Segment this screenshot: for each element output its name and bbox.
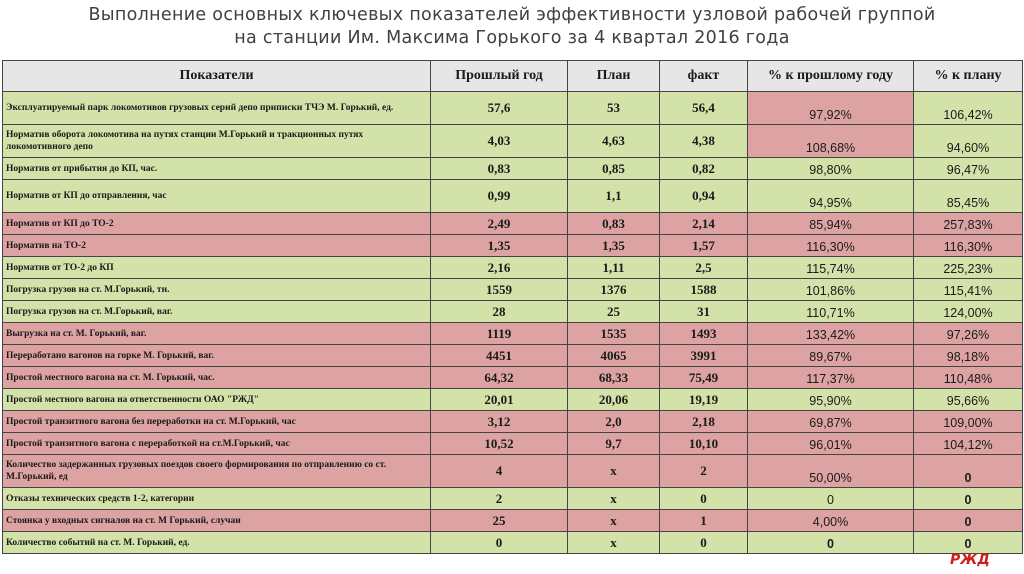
prev-year-cell: 28 <box>431 301 568 323</box>
table-row <box>3 323 1023 345</box>
indicator-name-cell: Переработано вагонов на горке М. Горький, ваг. <box>3 345 431 367</box>
pct-plan-cell: 225,23% <box>914 257 1023 279</box>
plan-cell: 1,35 <box>568 235 660 257</box>
fact-cell: 10,10 <box>660 433 748 455</box>
fact-cell: 0,82 <box>660 158 748 180</box>
table-row <box>3 367 1023 389</box>
pct-plan-cell: 96,47% <box>914 158 1023 180</box>
prev-year-cell: 20,01 <box>431 389 568 411</box>
fact-cell: 2,5 <box>660 257 748 279</box>
pct-prev-year-cell: 98,80% <box>748 158 914 180</box>
pct-plan-cell: 0 <box>914 488 1023 510</box>
prev-year-cell: 57,6 <box>431 92 568 125</box>
page-title <box>0 4 1024 50</box>
pct-plan-cell: 94,60% <box>914 125 1023 158</box>
pct-plan-cell: 0 <box>914 510 1023 532</box>
table-row <box>3 257 1023 279</box>
fact-cell: 31 <box>660 301 748 323</box>
indicator-name-cell: Погрузка грузов на ст. М.Горький, тн. <box>3 279 431 301</box>
fact-cell: 1493 <box>660 323 748 345</box>
pct-prev-year-cell: 0 <box>748 532 914 554</box>
prev-year-cell: 0 <box>431 532 568 554</box>
kpi-table <box>2 60 1023 554</box>
prev-year-cell: 0,83 <box>431 158 568 180</box>
fact-cell: 1,57 <box>660 235 748 257</box>
pct-plan-cell: 85,45% <box>914 180 1023 213</box>
indicator-name-cell: Простой местного вагона на ст. М. Горький, час. <box>3 367 431 389</box>
pct-prev-year-cell: 101,86% <box>748 279 914 301</box>
table-row <box>3 180 1023 213</box>
header-prev-year: Прошлый год <box>431 61 568 92</box>
pct-plan-cell: 104,12% <box>914 433 1023 455</box>
prev-year-cell: 1559 <box>431 279 568 301</box>
pct-plan-cell: 0 <box>914 532 1023 554</box>
indicator-name-cell: Количество событий на ст. М. Горький, ед. <box>3 532 431 554</box>
pct-prev-year-cell: 133,42% <box>748 323 914 345</box>
prev-year-cell: 0,99 <box>431 180 568 213</box>
pct-prev-year-cell: 89,67% <box>748 345 914 367</box>
pct-prev-year-cell: 94,95% <box>748 180 914 213</box>
fact-cell: 1 <box>660 510 748 532</box>
indicator-name-cell: Норматив от прибытия до КП, час. <box>3 158 431 180</box>
pct-plan-cell: 110,48% <box>914 367 1023 389</box>
indicator-name-cell: Простой транзитного вагона без переработки на ст. М.Горький, час <box>3 411 431 433</box>
indicator-name-cell: Простой местного вагона на ответственности ОАО "РЖД" <box>3 389 431 411</box>
pct-prev-year-cell: 50,00% <box>748 455 914 488</box>
pct-prev-year-cell: 69,87% <box>748 411 914 433</box>
pct-prev-year-cell: 115,74% <box>748 257 914 279</box>
title-line-1: Выполнение основных ключевых показателей эффективности узловой рабочей группой <box>88 5 936 25</box>
pct-plan-cell: 115,41% <box>914 279 1023 301</box>
indicator-name-cell: Эксплуатируемый парк локомотивов грузовых серий депо приписки ТЧЭ М. Горький, ед. <box>3 92 431 125</box>
plan-cell: х <box>568 510 660 532</box>
prev-year-cell: 2,49 <box>431 213 568 235</box>
indicator-name-cell: Отказы технических средств 1-2, категории <box>3 488 431 510</box>
header-fact: факт <box>660 61 748 92</box>
indicator-name-cell: Погрузка грузов на ст. М.Горький, ваг. <box>3 301 431 323</box>
indicator-name-cell: Количество задержанных грузовых поездов своего формирования по отправлению со ст. М.Горький, ед <box>3 455 431 488</box>
prev-year-cell: 3,12 <box>431 411 568 433</box>
pct-plan-cell: 257,83% <box>914 213 1023 235</box>
indicator-name-cell: Норматив от КП до отправления, час <box>3 180 431 213</box>
table-row <box>3 158 1023 180</box>
table-row <box>3 92 1023 125</box>
pct-plan-cell: 124,00% <box>914 301 1023 323</box>
pct-prev-year-cell: 108,68% <box>748 125 914 158</box>
plan-cell: 9,7 <box>568 433 660 455</box>
fact-cell: 0 <box>660 532 748 554</box>
plan-cell: 1376 <box>568 279 660 301</box>
plan-cell: х <box>568 532 660 554</box>
indicator-name-cell: Стоянка у входных сигналов на ст. М Горький, случаи <box>3 510 431 532</box>
pct-prev-year-cell: 117,37% <box>748 367 914 389</box>
indicator-name-cell: Норматив на ТО-2 <box>3 235 431 257</box>
pct-prev-year-cell: 110,71% <box>748 301 914 323</box>
table-row <box>3 389 1023 411</box>
header-pct-plan: % к плану <box>914 61 1023 92</box>
pct-plan-cell: 109,00% <box>914 411 1023 433</box>
fact-cell: 0,94 <box>660 180 748 213</box>
indicator-name-cell: Простой транзитного вагона с переработкой на ст.М.Горький, час <box>3 433 431 455</box>
fact-cell: 4,38 <box>660 125 748 158</box>
fact-cell: 3991 <box>660 345 748 367</box>
header-indicators: Показатели <box>3 61 431 92</box>
plan-cell: 20,06 <box>568 389 660 411</box>
table-row <box>3 411 1023 433</box>
title-line-2: на станции Им. Максима Горького за 4 квартал 2016 года <box>234 28 790 48</box>
pct-plan-cell: 116,30% <box>914 235 1023 257</box>
indicator-name-cell: Выгрузка на ст. М. Горький, ваг. <box>3 323 431 345</box>
rzd-logo: РЖД <box>950 552 990 568</box>
table-row <box>3 488 1023 510</box>
table-row <box>3 455 1023 488</box>
plan-cell: 53 <box>568 92 660 125</box>
table-row <box>3 510 1023 532</box>
pct-prev-year-cell: 116,30% <box>748 235 914 257</box>
prev-year-cell: 2,16 <box>431 257 568 279</box>
pct-prev-year-cell: 4,00% <box>748 510 914 532</box>
plan-cell: 1,11 <box>568 257 660 279</box>
fact-cell: 2,18 <box>660 411 748 433</box>
prev-year-cell: 1119 <box>431 323 568 345</box>
table-row <box>3 235 1023 257</box>
fact-cell: 56,4 <box>660 92 748 125</box>
indicator-name-cell: Норматив от КП до ТО-2 <box>3 213 431 235</box>
table-row <box>3 532 1023 554</box>
plan-cell: 1,1 <box>568 180 660 213</box>
table-body <box>3 92 1023 554</box>
plan-cell: х <box>568 488 660 510</box>
plan-cell: 0,83 <box>568 213 660 235</box>
table-row <box>3 345 1023 367</box>
header-plan: План <box>568 61 660 92</box>
prev-year-cell: 25 <box>431 510 568 532</box>
plan-cell: 1535 <box>568 323 660 345</box>
table-row <box>3 213 1023 235</box>
fact-cell: 75,49 <box>660 367 748 389</box>
fact-cell: 1588 <box>660 279 748 301</box>
pct-prev-year-cell: 85,94% <box>748 213 914 235</box>
table-row <box>3 433 1023 455</box>
pct-plan-cell: 97,26% <box>914 323 1023 345</box>
plan-cell: 68,33 <box>568 367 660 389</box>
prev-year-cell: 1,35 <box>431 235 568 257</box>
indicator-name-cell: Норматив от ТО-2 до КП <box>3 257 431 279</box>
fact-cell: 2 <box>660 455 748 488</box>
prev-year-cell: 2 <box>431 488 568 510</box>
pct-prev-year-cell: 0 <box>748 488 914 510</box>
plan-cell: 4,63 <box>568 125 660 158</box>
prev-year-cell: 10,52 <box>431 433 568 455</box>
plan-cell: 25 <box>568 301 660 323</box>
fact-cell: 0 <box>660 488 748 510</box>
prev-year-cell: 4451 <box>431 345 568 367</box>
prev-year-cell: 4,03 <box>431 125 568 158</box>
plan-cell: 2,0 <box>568 411 660 433</box>
header-pct-prev-year: % к прошлому году <box>748 61 914 92</box>
table-row <box>3 279 1023 301</box>
table-header-row <box>3 61 1023 92</box>
indicator-name-cell: Норматив оборота локомотива на путях станции М.Горький и тракционных путях локомотивного депо <box>3 125 431 158</box>
pct-plan-cell: 0 <box>914 455 1023 488</box>
table-row <box>3 301 1023 323</box>
pct-prev-year-cell: 95,90% <box>748 389 914 411</box>
pct-plan-cell: 98,18% <box>914 345 1023 367</box>
prev-year-cell: 4 <box>431 455 568 488</box>
prev-year-cell: 64,32 <box>431 367 568 389</box>
plan-cell: х <box>568 455 660 488</box>
pct-plan-cell: 106,42% <box>914 92 1023 125</box>
pct-prev-year-cell: 97,92% <box>748 92 914 125</box>
plan-cell: 0,85 <box>568 158 660 180</box>
plan-cell: 4065 <box>568 345 660 367</box>
fact-cell: 2,14 <box>660 213 748 235</box>
pct-plan-cell: 95,66% <box>914 389 1023 411</box>
pct-prev-year-cell: 96,01% <box>748 433 914 455</box>
table-row <box>3 125 1023 158</box>
fact-cell: 19,19 <box>660 389 748 411</box>
